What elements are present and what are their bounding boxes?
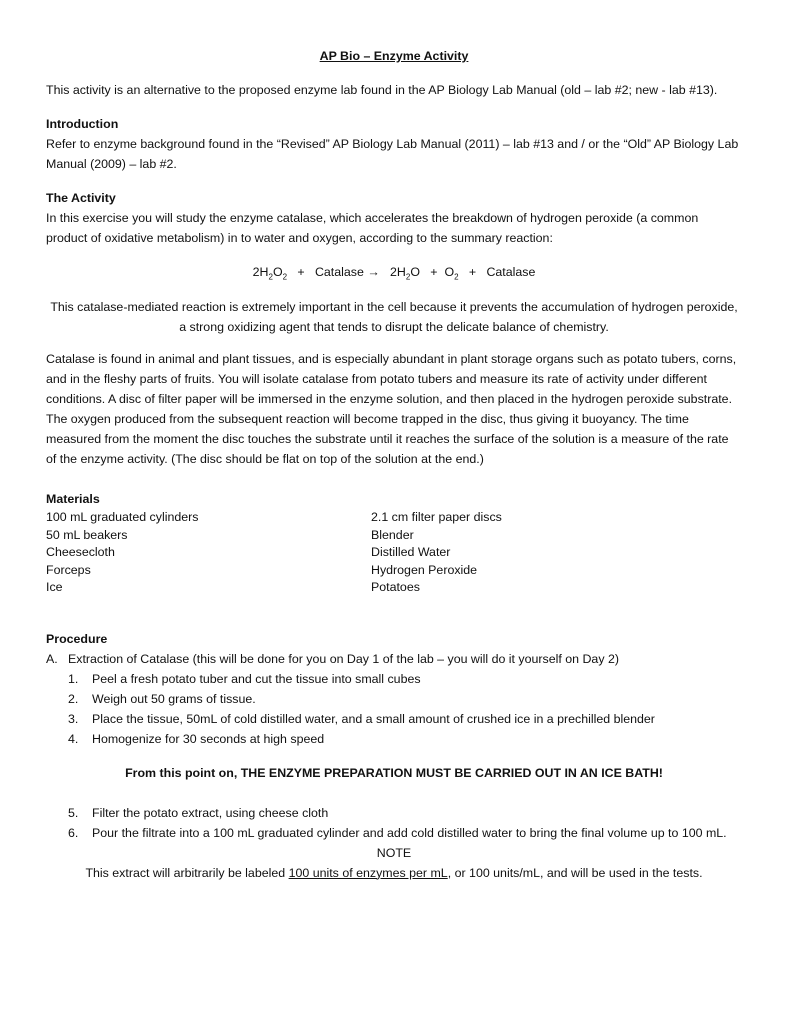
list-marker: 5. bbox=[68, 805, 79, 820]
list-marker: 3. bbox=[68, 711, 79, 726]
procedure-steps-1 bbox=[46, 669, 742, 749]
step-text: Filter the potato extract, using cheese cloth bbox=[92, 805, 329, 820]
material-item: Potatoes bbox=[371, 580, 420, 595]
catalase-paragraph: Catalase is found in animal and plant tissues, and is especially abundant in plant storage organs such as potato tubers, corns, and in the fleshy parts of fruits. You will isolate catalase from potato tubers and measure its rate of activity under different conditions. A disc of filter paper will be immersed in the enzyme solution, and then placed in the hydrogen peroxide substrate. The oxygen produced from the subsequent reaction will become trapped in the disc, thus giving it buoyancy. The time measured from the moment the disc touches the substrate until it reaches the surface of the solution is a measure of the rate of the enzyme activity. (The disc should be flat on top of the solution at the end.) bbox=[46, 352, 737, 467]
step-text: Peel a fresh potato tuber and cut the tissue into small cubes bbox=[92, 671, 421, 686]
section-a-text: Extraction of Catalase (this will be done for you on Day 1 of the lab – you will do it yourself on Day 2) bbox=[68, 651, 619, 666]
introduction-heading: Introduction bbox=[46, 117, 119, 131]
list-item bbox=[68, 689, 742, 709]
list-item bbox=[68, 669, 742, 689]
list-item bbox=[68, 803, 742, 823]
activity-heading: The Activity bbox=[46, 191, 116, 205]
material-item: Hydrogen Peroxide bbox=[371, 562, 478, 577]
materials-list bbox=[46, 509, 742, 596]
material-item: 100 mL graduated cylinders bbox=[46, 510, 199, 525]
material-item: 2.1 cm filter paper discs bbox=[371, 510, 502, 525]
material-item: Ice bbox=[46, 580, 63, 595]
material-item: Blender bbox=[371, 527, 414, 542]
list-item bbox=[68, 709, 742, 729]
procedure-section-a bbox=[46, 649, 742, 669]
activity-text: In this exercise you will study the enzyme catalase, which accelerates the breakdown of hydrogen peroxide (a common product of oxidative metabolism) in to water and oxygen, according to the summary reaction: bbox=[46, 211, 699, 245]
step-text: Pour the filtrate into a 100 mL graduated cylinder and add cold distilled water to bring the final volume up to 100 mL. bbox=[92, 825, 727, 840]
ice-bath-warning: From this point on, THE ENZYME PREPARATION MUST BE CARRIED OUT IN AN ICE BATH! bbox=[125, 765, 663, 780]
note-text: This extract will arbitrarily be labeled 100 units of enzymes per mL, or 100 units/mL, and will be used in the tests. bbox=[85, 865, 703, 880]
list-item bbox=[68, 823, 742, 843]
summary-reaction: $2H_2O_2$ + Catalase → $2H_2O$ + $O_2$ + Catalase bbox=[252, 265, 536, 282]
list-marker: A. bbox=[46, 651, 58, 666]
catalase-importance-text: This catalase-mediated reaction is extremely important in the cell because it prevents the accumulation of hydrogen peroxide, a strong oxidizing agent that tends to disrupt the delicate balance of chemistry. bbox=[50, 300, 738, 335]
note-heading: NOTE bbox=[376, 845, 412, 860]
material-item: Forceps bbox=[46, 562, 91, 577]
step-text: Homogenize for 30 seconds at high speed bbox=[92, 731, 325, 746]
intro-paragraph: This activity is an alternative to the proposed enzyme lab found in the AP Biology Lab Manual (old – lab #2; new - lab #13). bbox=[46, 83, 718, 97]
material-item: Distilled Water bbox=[371, 545, 451, 560]
step-text: Place the tissue, 50mL of cold distilled water, and a small amount of crushed ice in a prechilled blender bbox=[92, 711, 655, 726]
list-marker: 6. bbox=[68, 825, 79, 840]
introduction-text: Refer to enzyme background found in the “Revised” AP Biology Lab Manual (2011) – lab #13 and / or the “Old” AP Biology Lab Manual (2009) – lab #2. bbox=[46, 137, 739, 171]
list-marker: 4. bbox=[68, 731, 79, 746]
material-item: 50 mL beakers bbox=[46, 527, 128, 542]
procedure-steps-2 bbox=[46, 803, 742, 843]
step-text: Weigh out 50 grams of tissue. bbox=[92, 691, 256, 706]
list-marker: 2. bbox=[68, 691, 79, 706]
material-item: Cheesecloth bbox=[46, 545, 115, 560]
list-marker: 1. bbox=[68, 671, 79, 686]
list-item bbox=[68, 729, 742, 749]
document-page bbox=[46, 46, 742, 883]
materials-heading: Materials bbox=[46, 492, 100, 507]
procedure-heading: Procedure bbox=[46, 631, 108, 646]
page-title: AP Bio – Enzyme Activity bbox=[319, 49, 469, 63]
